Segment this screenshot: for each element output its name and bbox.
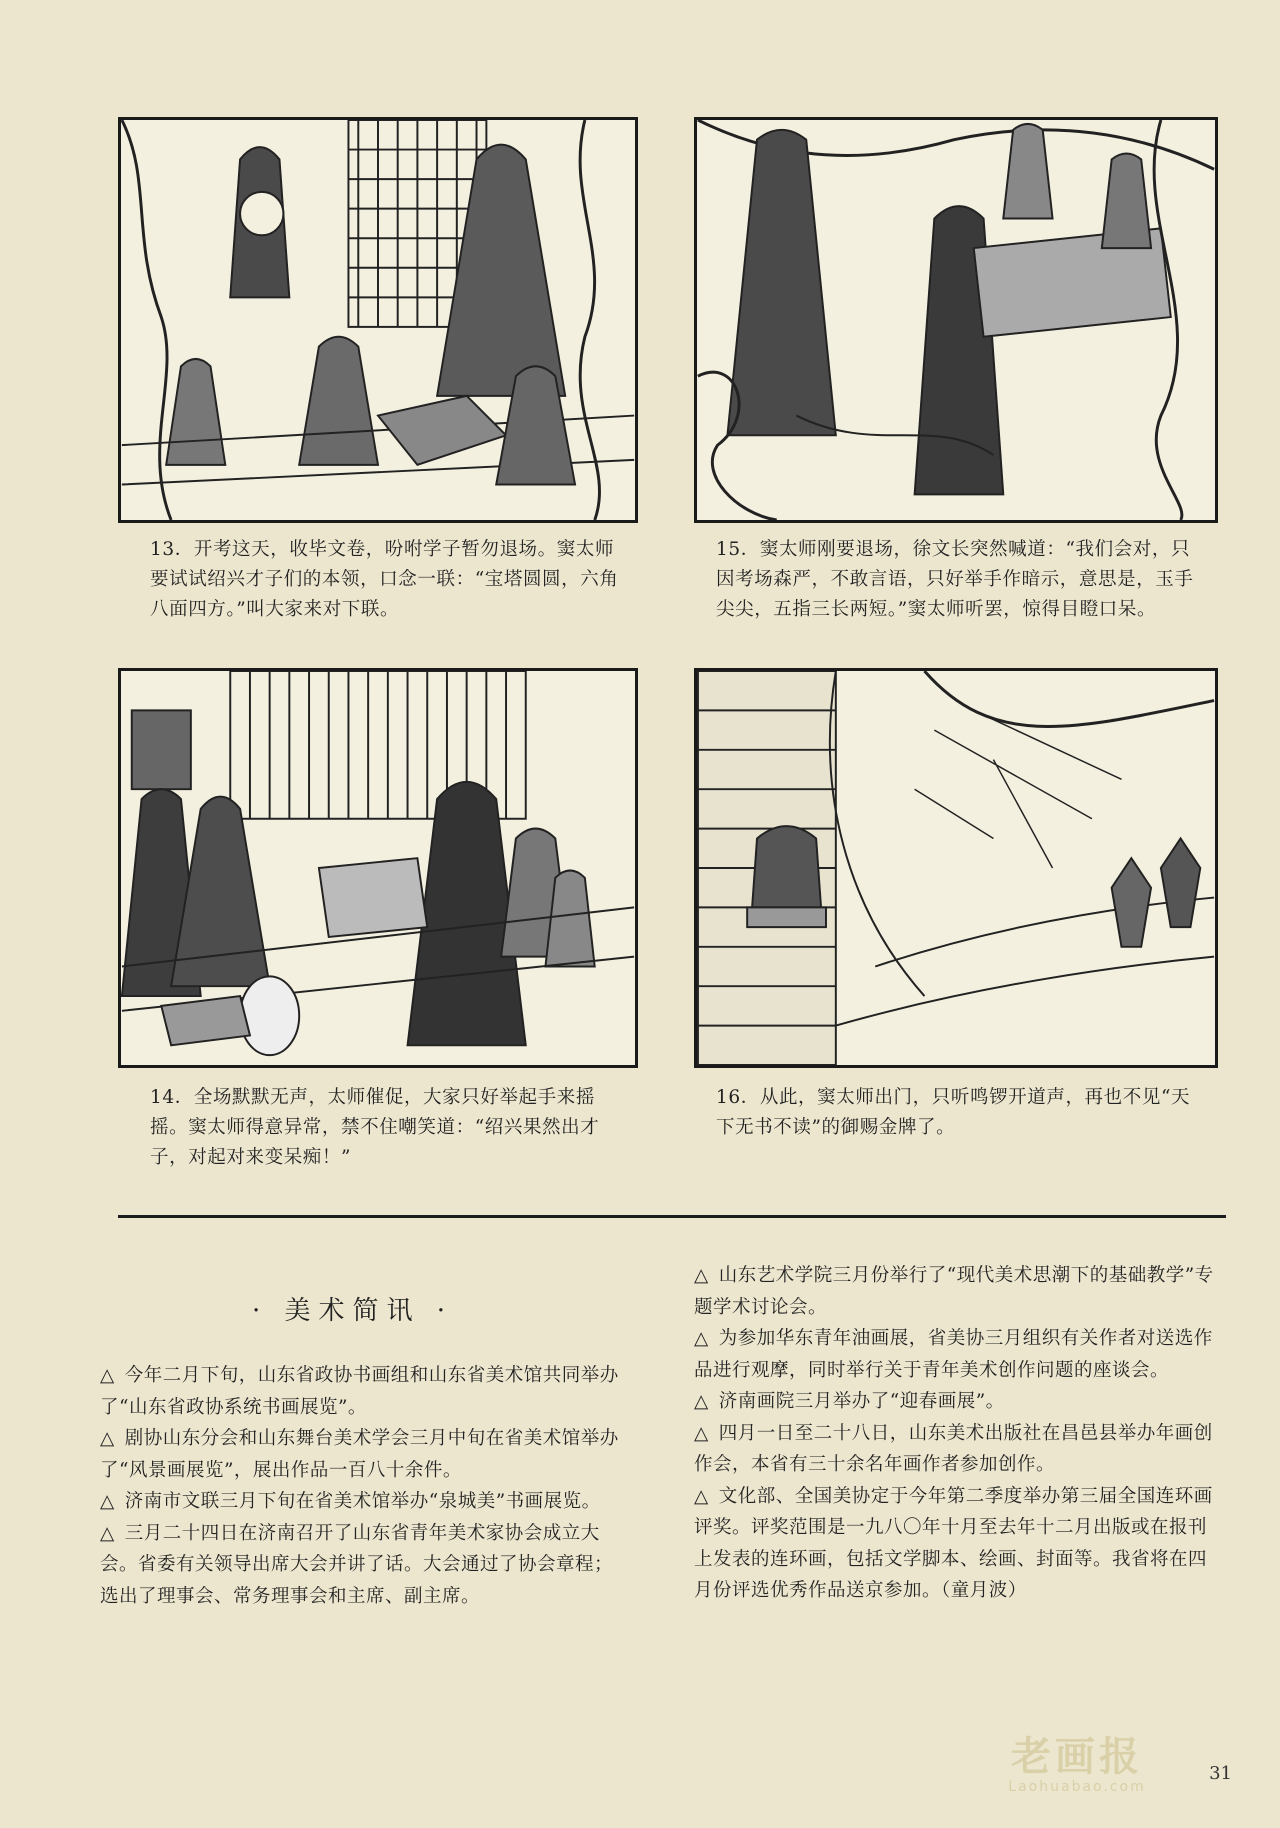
watermark-logo: [962, 1735, 1192, 1805]
news-item: △ 今年二月下旬，山东省政协书画组和山东省美术馆共同举办了“山东省政协系统书画展览”。: [100, 1365, 619, 1418]
illustration-panel-13: [118, 117, 638, 523]
news-item: △ 山东艺术学院三月份举行了“现代美术思潮下的基础教学”专题学术讨论会。: [694, 1265, 1214, 1318]
news-column-right: [694, 1260, 1224, 1607]
illustration-panel-15: [694, 117, 1218, 523]
news-section-title: · 美术简讯 ·: [252, 1296, 454, 1326]
caption-16: 16．从此，窦太师出门，只听鸣锣开道声，再也不见“天下无书不读”的御赐金牌了。: [716, 1087, 1191, 1138]
triangle-marker-icon: △: [100, 1491, 115, 1512]
triangle-marker-icon: △: [694, 1328, 709, 1349]
news-item: △ 济南市文联三月下旬在省美术馆举办“泉城美”书画展览。: [100, 1491, 601, 1512]
triangle-marker-icon: △: [694, 1265, 709, 1286]
caption-14: 14．全场默默无声，太师催促，大家只好举起手来摇摇。窦太师得意异常，禁不住嘲笑道：“绍兴果然出才子，对起对来变呆痴！”: [150, 1087, 600, 1168]
triangle-marker-icon: △: [694, 1485, 709, 1507]
triangle-marker-icon: △: [694, 1391, 709, 1412]
ink-drawing-hall-scene: [697, 120, 1215, 520]
section-divider: [118, 1215, 1226, 1218]
triangle-marker-icon: △: [100, 1428, 115, 1449]
news-item: △ 剧协山东分会和山东舞台美术学会三月中旬在省美术馆举办了“风景画展览”，展出作品一百八十余件。: [100, 1428, 619, 1481]
news-item: △ 三月二十四日在济南召开了山东省青年美术家协会成立大会。省委有关领导出席大会并讲了话。大会通过了协会章程；选出了理事会、常务理事会和主席、副主席。: [100, 1522, 614, 1607]
news-item: △ 济南画院三月举办了“迎春画展”。: [694, 1391, 1005, 1412]
illustration-panel-14: [118, 668, 638, 1068]
triangle-marker-icon: △: [100, 1365, 115, 1386]
news-column-left: [100, 1360, 630, 1612]
caption-15: 15．窦太师刚要退场，徐文长突然喊道：“我们会对，只因考场森严，不敢言语，只好举手作暗示，意思是，玉手尖尖，五指三长两短。”窦太师听罢，惊得目瞪口呆。: [716, 539, 1194, 620]
ink-drawing-exam-hall: [121, 671, 635, 1065]
ink-drawing-city-gate: [697, 671, 1215, 1065]
illustration-panel-16: [694, 668, 1218, 1068]
page-number: 31: [1209, 1763, 1232, 1784]
triangle-marker-icon: △: [694, 1422, 709, 1444]
news-item: △ 文化部、全国美协定于今年第二季度举办第三届全国连环画评奖。评奖范围是一九八〇年十月至去年十二月出版或在报刊上发表的连环画，包括文学脚本、绘画、封面等。我省将在四月份评选优秀作品送京参加。（童月波）: [694, 1485, 1213, 1601]
caption-13: 13．开考这天，收毕文卷，吩咐学子暂勿退场。窦太师要试试绍兴才子们的本领，口念一联：“宝塔圆圆，六角八面四方。”叫大家来对下联。: [150, 539, 619, 620]
news-item: △ 四月一日至二十八日，山东美术出版社在昌邑县举办年画创作会，本省有三十余名年画作者参加创作。: [694, 1422, 1213, 1475]
triangle-marker-icon: △: [100, 1522, 115, 1544]
watermark-url: Laohuabao.com: [1008, 1779, 1146, 1795]
news-item: △ 为参加华东青年油画展，省美协三月组织有关作者对送选作品进行观摩，同时举行关于青年美术创作问题的座谈会。: [694, 1328, 1213, 1381]
watermark-logo-text: 老画报: [1011, 1733, 1143, 1780]
ink-drawing-scholars-exam: [121, 120, 635, 520]
